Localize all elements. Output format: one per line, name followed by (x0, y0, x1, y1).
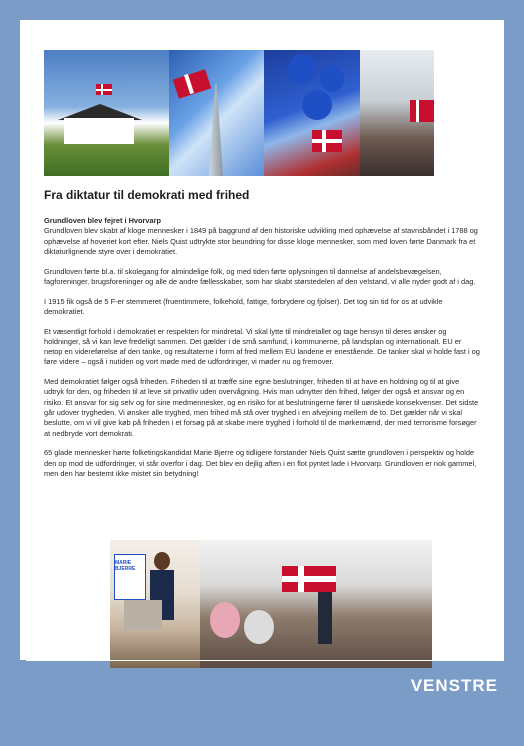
photo-sign-text: MARIE BJERRE (115, 560, 136, 572)
paragraph: Grundloven blev skabt af kloge mennesker i 1849 på baggrund af den historiske udvikling med ophævelse af stavnsbåndet i 1788 og ophævelse af hoveriet kort efter. Niels Quist udtrykte stor beundring for disse kloge mennesker, som med loven førte Danmark fra et diktaturlignende styre over i demokratiet. (44, 226, 478, 256)
paragraph: I 1915 fik også de 5 F-er stemmeret (fruentimmere, folkehold, fattige, forbrydere og fjolser). Det tog sin tid for os at udvikle demokratiet. (44, 296, 443, 316)
paragraph: Med demokratiet følger også friheden. Friheden til at træffe sine egne beslutninger, friheden til at have en holdning og til at give udtryk for den, og friheden til at leve sit privatliv uden overvågning. Hvis man udnytter den frihed, følger der også et ansvar og en risiko. Et ansvar for sig selv og for sine medmennesker, og en risiko for at beslutningerne fører til uønskede konsekvenser. Det sidste går udover trygheden. Vi ønsker alle tryghed, men frihed må stå over tryghed i en afvejning mellem de to. Det gælder når vi skal beslutte, om vi vil give køb på friheden i et forsøg på at skabe mere tryghed i forhold til de mørkemænd, der med terrorisme forsøger at nedbryde vort demokrati. (44, 377, 479, 438)
balloons-flags-photo (264, 50, 360, 176)
venstre-logo: VENSTRE (410, 676, 498, 695)
bottom-photo-strip (110, 540, 432, 668)
flagpole-sky-photo (169, 50, 264, 176)
barn-audience-photo (360, 50, 434, 176)
footer-divider (26, 660, 504, 661)
barn-meeting-photo (200, 540, 432, 668)
newsletter-page (20, 20, 504, 660)
article-title: Fra diktatur til demokrati med frihed (44, 188, 250, 202)
top-photo-strip (44, 50, 434, 176)
paragraph: 65 glade mennesker hørte folketingskandidat Marie Bjerre og tidligere forstander Niels Quist sætte grundloven i perspektiv og holde den op mod de udfordringer, vi står overfor i dag. Det blev en dejlig aften i en flot pyntet lade i Hvorvarp. Grundloven er nok gammel, men den har bestemt ikke mistet sin betydning! (44, 448, 477, 478)
paragraph: Et væsentligt forhold i demokratiet er respekten for mindretal. Vi skal lytte til mindretallet og tage hensyn til deres ønsker og holdninger, så vi kan leve fredeligt sammen. Det gælder i de små samfund, i kommunerne, på landsplan og internationalt. EU er netop en videreførelse af den tanke, og resultaterne i form af fred mellem EU landene er enestående. De tanker skal vi holde fast i og føre videre – også i nutiden og vort møde med de udfordringer, vi møder nu og fremover. (44, 326, 480, 367)
article-body (44, 216, 480, 489)
speaker-podium-photo (110, 540, 200, 668)
paragraph: Grundloven førte bl.a. til skolegang for almindelige folk, og med tiden førte oplysningen til dannelse af andelsbevægelsen, fagforeninger, brugsforeninger og alle de andre fællesskaber, som har skabt størstedelen af den velstand, vi alle nyder godt af i dag. (44, 266, 476, 286)
article-subtitle: Grundloven blev fejret i Hvorvarp (44, 216, 162, 225)
farmhouse-photo (44, 50, 169, 176)
